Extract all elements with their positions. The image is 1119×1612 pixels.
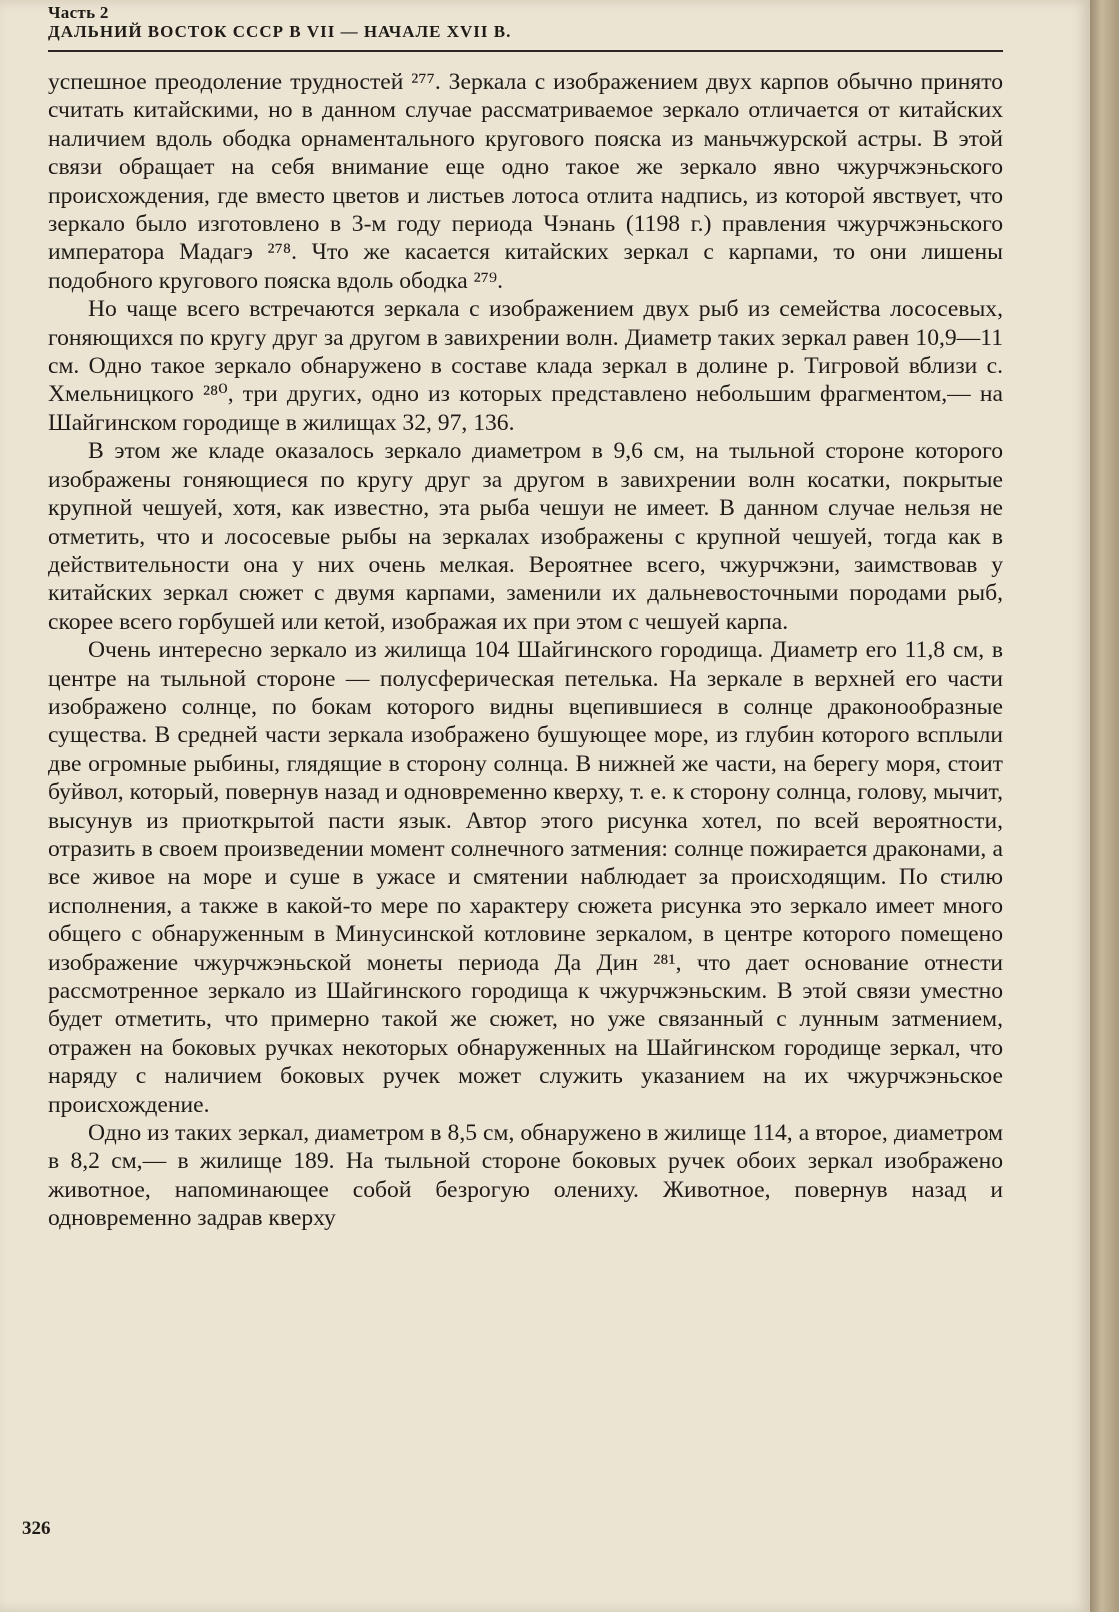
paragraph: успешное преодоление трудностей ²⁷⁷. Зеркала с изображением двух карпов обычно принято считать китайскими, но в данном случае рассматриваемое зеркало отличается от китайских наличием вдоль ободка орнаментального кругового пояска из маньчжурской астры. В этой связи обращает на себя внимание еще одно такое же зеркало явно чжурчжэньского происхождения, где вместо цветов и листьев лотоса отлита надпись, из которой явствует, что зеркало было изготовлено в 3-м году периода Чэнань (1198 г.) правления чжурчжэньского императора Мадагэ ²⁷⁸. Что же касается китайских зеркал с карпами, то они лишены подобного кругового пояска вдоль ободка ²⁷⁹. <box>48 69 1003 294</box>
book-spine-edge <box>1090 0 1119 1612</box>
paragraph: Очень интересно зеркало из жилища 104 Шайгинского городища. Диаметр его 11,8 см, в центре на тыльной стороне — полусферическая петелька. На зеркале в верхней его части изображено солнце, по бокам которого видны вцепившиеся в солнце драконообразные существа. В средней части зеркала изображено бушующее море, из глубин которого всплыли две огромные рыбины, глядящие в сторону солнца. В нижней же части, на берегу моря, стоит буйвол, который, повернув назад и одновременно кверху, т. е. к сторону солнца, голову, мычит, высунув из приоткрытой пасти язык. Автор этого рисунка хотел, по всей вероятности, отразить в своем произведении момент солнечного затмения: солнце пожирается драконами, а все живое на море и суше в ужасе и смятении наблюдает за происходящим. По стилю исполнения, а также в какой-то мере по характеру сюжета рисунка это зеркало имеет много общего с обнаруженным в Минусинской котловине зеркалом, в центре которого помещено изображение чжурчжэньской монеты периода Да Дин ²⁸¹, что дает основание отнести рассмотренное зеркало из Шайгинского городища к чжурчжэньским. В этой связи уместно будет отметить, что примерно такой же сюжет, но уже связанный с лунным затмением, отражен на боковых ручках некоторых обнаруженных на Шайгинском городище зеркал, что наряду с наличием боковых ручек может служить указанием на их чжурчжэньское происхождение. <box>48 637 1003 1118</box>
part-label: Часть 2 <box>48 3 109 22</box>
header-rule <box>48 50 1003 52</box>
page-number: 326 <box>22 1518 51 1539</box>
body-text <box>48 68 1003 1233</box>
paragraph: Одно из таких зеркал, диаметром в 8,5 см, обнаружено в жилище 114, а второе, диаметром в 8,2 см,— в жилище 189. На тыльной стороне боковых ручек обоих зеркал изображено животное, напоминающее собой безрогую олениху. Животное, повернув назад и одновременно задрав кверху <box>48 1120 1003 1232</box>
chapter-title: ДАЛЬНИЙ ВОСТОК СССР В VII — НАЧАЛЕ XVII В. <box>48 22 512 41</box>
running-head <box>48 4 1003 42</box>
paragraph: В этом же кладе оказалось зеркало диаметром в 9,6 см, на тыльной стороне которого изображены гоняющиеся по кругу друг за другом в завихрении волн косатки, покрытые крупной чешуей, хотя, как известно, эта рыба чешуи не имеет. В данном случае нельзя не отметить, что и лососевые рыбы на зеркалах изображены с крупной чешуей, тогда как в действительности она у них очень мелкая. Вероятнее всего, чжурчжэни, заимствовав у китайских зеркал сюжет с двумя карпами, заменили их дальневосточными породами рыб, скорее всего горбушей или кетой, изображая их при этом с чешуей карпа. <box>48 438 1003 635</box>
paragraph: Но чаще всего встречаются зеркала с изображением двух рыб из семейства лососевых, гоняющихся по кругу друг за другом в завихрении волн. Диаметр таких зеркал равен 10,9—11 см. Одно такое зеркало обнаружено в составе клада зеркал в долине р. Тигровой вблизи с. Хмельницкого ²⁸⁰, три других, одно из которых представлено небольшим фрагментом,— на Шайгинском городище в жилищах 32, 97, 136. <box>48 296 1003 436</box>
